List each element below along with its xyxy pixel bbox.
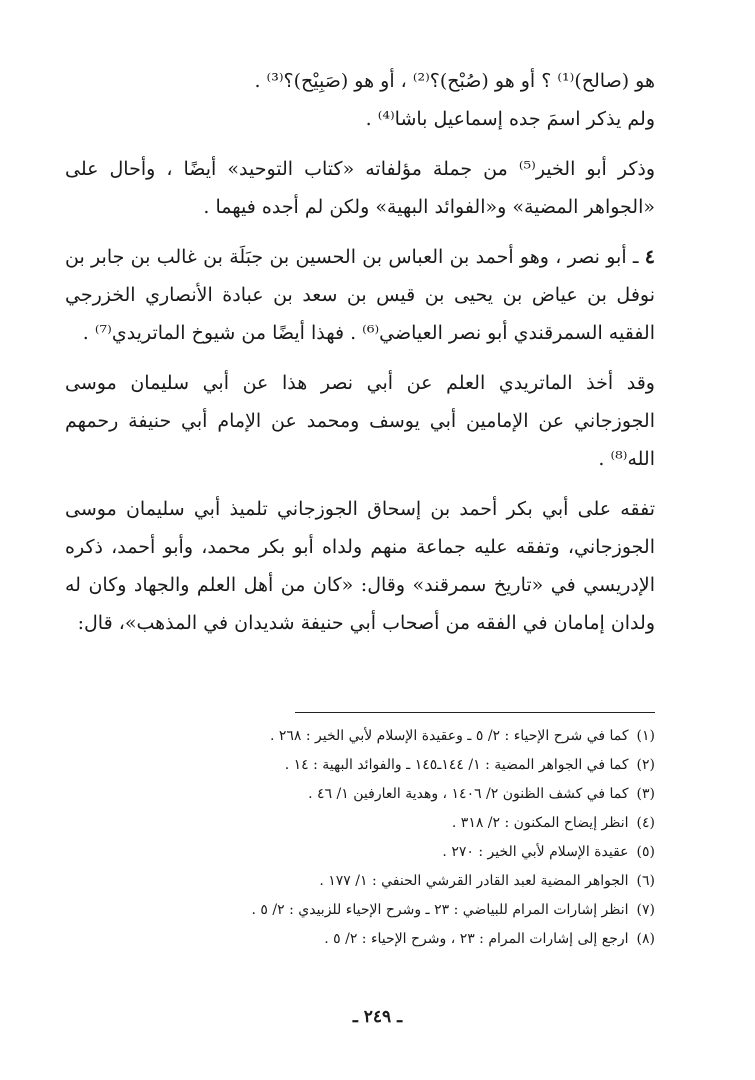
footnote-text: كما في الجواهر المضية : ١/ ١٤٤ـ١٤٥ ـ والفوائد البهية : ١٤ .: [284, 757, 629, 773]
section-number: ٤: [644, 246, 656, 268]
footnote-divider: [295, 712, 655, 713]
paragraph-2: ولم يذكر اسمَ جده إسماعيل باشا⁽⁴⁾ .: [365, 108, 655, 130]
footnote-list: [55, 722, 655, 954]
footnote-7: [55, 896, 655, 925]
footnote-2: [55, 751, 655, 780]
main-text: [65, 62, 655, 642]
footnote-number: (٨): [636, 931, 655, 947]
paragraph-1: هو (صالح)⁽¹⁾ ؟ أو هو (صُبْح)؟⁽²⁾ ، أو هو (صَبِيْح)؟⁽³⁾ .: [254, 70, 655, 92]
footnote-text: انظر إيضاح المكنون : ٢/ ٣١٨ .: [451, 815, 629, 831]
footnote-number: (٣): [636, 786, 655, 802]
page-number: ـ ٢٤٩ ـ: [352, 1007, 403, 1027]
footnote-number: (١): [636, 728, 655, 744]
section-heading: ـ أبو نصر ،: [555, 246, 639, 268]
footnote-5: [55, 838, 655, 867]
paragraph-5: وقد أخذ الماتريدي العلم عن أبي نصر هذا عن أبي سليمان موسى الجوزجاني عن الإمامين أبي يوسف ومحمد عن الإمام أبي حنيفة رحمهم الله⁽⁸⁾ .: [65, 372, 655, 470]
footnote-number: (٥): [636, 844, 655, 860]
footnote-8: [55, 925, 655, 954]
footnote-1: [55, 722, 655, 751]
footnote-text: عقيدة الإسلام لأبي الخير : ٢٧٠ .: [442, 844, 629, 860]
footnote-6: [55, 867, 655, 896]
footnote-text: ارجع إلى إشارات المرام : ٢٣ ، وشرح الإحياء : ٢/ ٥ .: [324, 931, 629, 947]
paragraph-4-body: وهو أحمد بن العباس بن الحسين بن جبَلَة بن غالب بن جابر بن نوفل بن عياض بن يحيى بن قيس بن سعد بن عبادة الأنصاري الخزرجي الفقيه السمرقندي أبو نصر العياضي⁽⁶⁾ . فهذا أيضًا من شيوخ الماتريدي⁽⁷⁾ .: [65, 246, 655, 344]
footnote-text: انظر إشارات المرام للبياضي : ٢٣ ـ وشرح الإحياء للزبيدي : ٢/ ٥ .: [251, 902, 629, 918]
footnote-3: [55, 780, 655, 809]
footnote-4: [55, 809, 655, 838]
footnote-number: (٧): [636, 902, 655, 918]
footnote-number: (٤): [636, 815, 655, 831]
paragraph-6: تفقه على أبي بكر أحمد بن إسحاق الجوزجاني تلميذ أبي سليمان موسى الجوزجاني، وتفقه عليه جماعة منهم ولداه أبو بكر محمد، وأبو أحمد، ذكره الإدريسي في «تاريخ سمرقند» وقال: «كان من أهل العلم والجهاد وكان له ولدان إمامان في الفقه من أصحاب أبي حنيفة شديدان في المذهب»، قال:: [65, 498, 655, 634]
paragraph-4: [65, 238, 655, 352]
footnote-number: (٦): [636, 873, 655, 889]
footnote-text: الجواهر المضية لعبد القادر القرشي الحنفي : ١/ ١٧٧ .: [319, 873, 629, 889]
footnote-text: كما في شرح الإحياء : ٢/ ٥ ـ وعقيدة الإسلام لأبي الخير : ٢٦٨ .: [269, 728, 629, 744]
footnote-text: كما في كشف الظنون ٢/ ١٤٠٦ ، وهدية العارفين ١/ ٤٦ .: [308, 786, 629, 802]
footnote-number: (٢): [636, 757, 655, 773]
paragraph-3: وذكر أبو الخير⁽⁵⁾ من جملة مؤلفاته «كتاب التوحيد» أيضًا ، وأحال على «الجواهر المضية» و«الفوائد البهية» ولكن لم أجده فيهما .: [65, 158, 655, 218]
